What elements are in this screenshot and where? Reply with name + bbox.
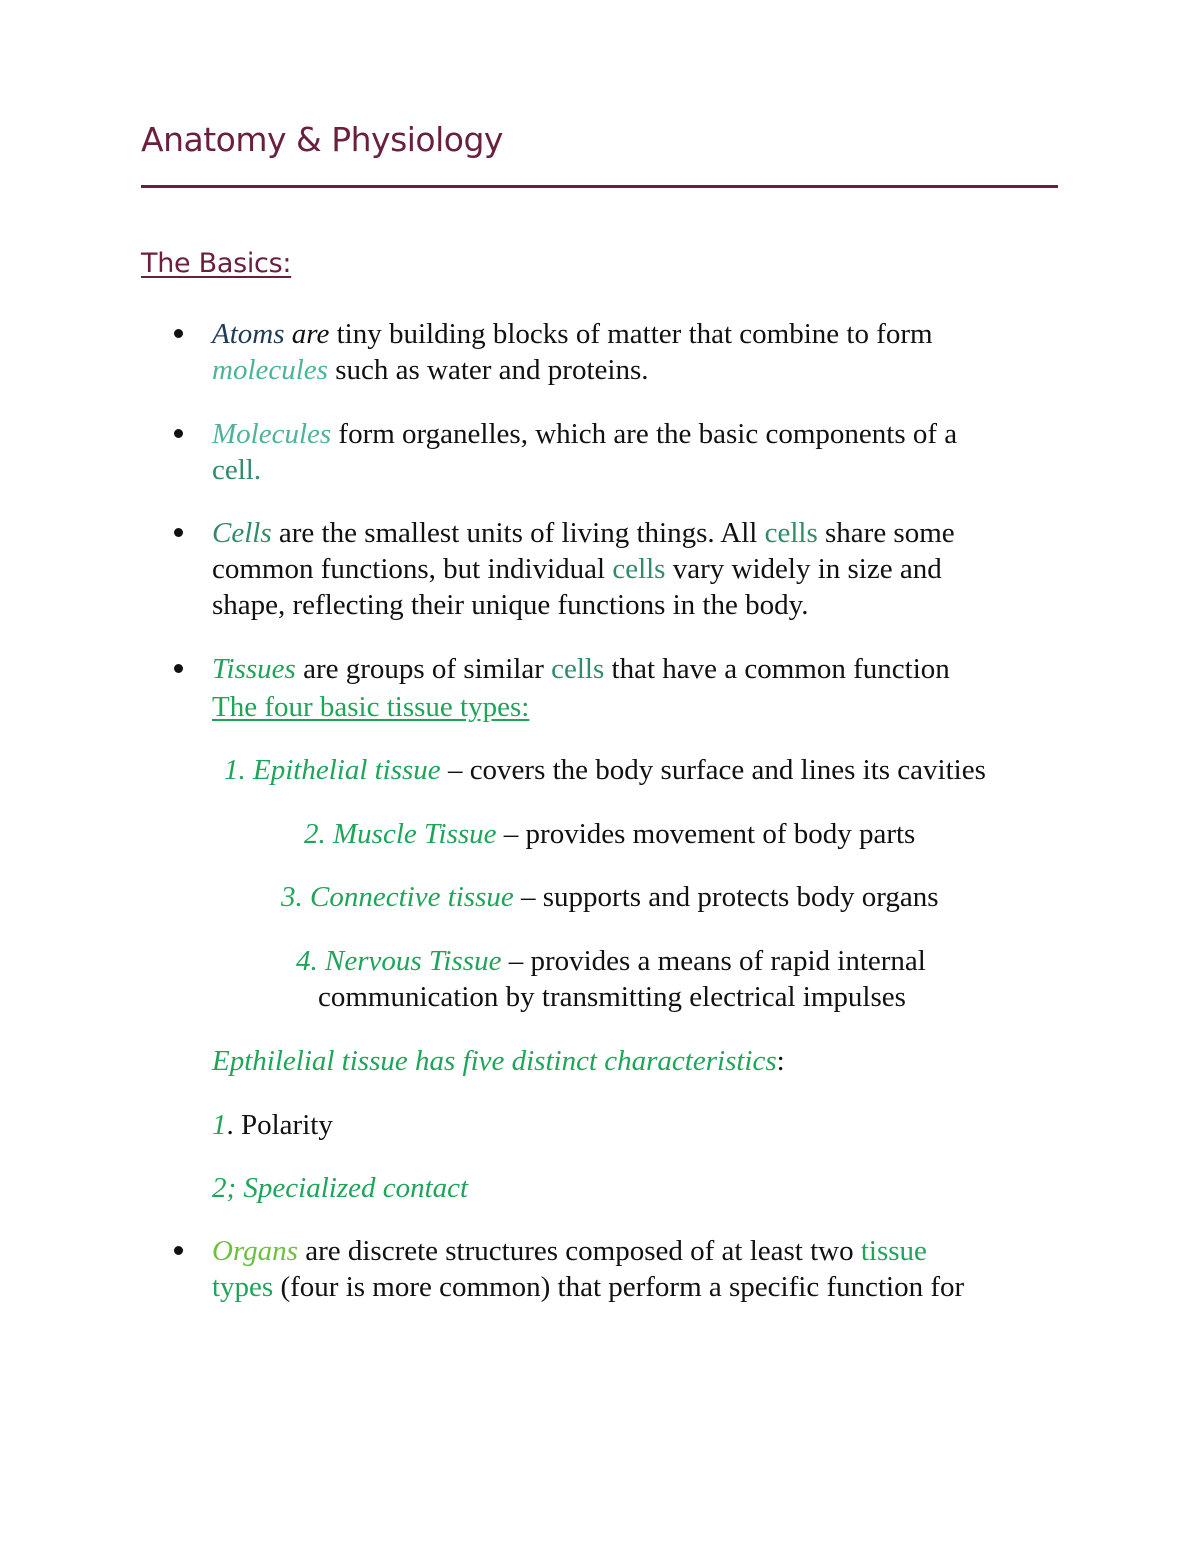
bullet-atoms [212,316,1062,388]
bullet-line [212,1269,1062,1305]
bullet-dot [174,528,183,537]
bullet-line [212,452,1062,488]
term-cell: cell [212,454,254,486]
bullet-line [212,352,1062,388]
tissue-type-label: 4. Nervous Tissue [296,945,502,977]
tissue-type-desc-continued: communication by transmitting electrical impulses [318,981,906,1013]
bullet-line [212,416,1062,452]
colon: : [776,1045,785,1077]
tissue-type-label: 2. Muscle Tissue [304,818,497,850]
tissue-type-label: 3. Connective tissue [281,881,514,913]
term-organs: Organs [212,1235,298,1267]
tissue-type-desc: – supports and protects body organs [513,881,939,913]
text: such as water and proteins. [327,354,649,386]
bullet-line [212,587,1062,623]
text: (four is more common) that perform a specific function for [273,1271,965,1303]
tissue-type-item [281,879,939,915]
bullet-dot [174,1246,183,1255]
section-heading: The Basics: [141,248,292,279]
epithelial-heading [212,1043,785,1079]
term-molecules: Molecules [212,418,332,450]
term-cells: cells [551,653,605,685]
text: are groups of similar [295,653,552,685]
bullet-line [212,316,1062,352]
bullet-molecules [212,416,1062,488]
text: form organelles, which are the basic components of a [331,418,958,450]
tissue-type-item [296,943,926,979]
text: share some [817,517,955,549]
characteristic-item: 2; Specialized contact [212,1172,469,1204]
text: shape, reflecting their unique functions in the body. [212,589,809,621]
text: tiny building blocks of matter that combine to form [329,318,933,350]
term-types: types [212,1271,274,1303]
bullet-dot [174,664,183,673]
text: that have a common function [604,653,950,685]
term-molecules: molecules [212,354,328,386]
epithelial-heading-text: Epthilelial tissue has five distinct characteristics [212,1045,777,1077]
text: are discrete structures composed of at least two [297,1235,861,1267]
bullet-dot [174,429,183,438]
bullet-line [212,651,1062,687]
bullet-line [212,551,1062,587]
bullet-tissues [212,651,1062,725]
bullet-line [212,515,1062,551]
tissue-type-desc: – provides movement of body parts [496,818,916,850]
bullet-organs [212,1233,1062,1305]
tissue-type-desc: – provides a means of rapid internal [501,945,926,977]
verb-are: are [291,318,330,350]
tissue-type-desc: – covers the body surface and lines its cavities [440,754,986,786]
term-tissues: Tissues [212,653,296,685]
bullet-cells [212,515,1062,623]
term-tissue: tissue [860,1235,927,1267]
text: are the smallest units of living things. All [271,517,765,549]
text: vary widely in size and [665,553,942,585]
characteristic-item [212,1107,333,1143]
term-atoms: Atoms [212,318,285,350]
bullet-line [212,1233,1062,1269]
tissue-type-label: 1. Epithelial tissue [224,754,441,786]
title-divider [141,185,1058,188]
tissue-type-item [224,752,986,788]
page-title: Anatomy & Physiology [141,120,503,159]
characteristic-text: . Polarity [226,1109,333,1141]
tissue-types-subheading: The four basic tissue types: [212,691,530,723]
term-cells: cells [612,553,666,585]
term-cells: Cells [212,517,272,549]
term-cells: cells [764,517,818,549]
characteristic-number: 1 [212,1109,227,1141]
bullet-dot [174,329,183,338]
text: . [253,454,262,486]
tissue-type-item [304,816,915,852]
text: common functions, but individual [212,553,613,585]
